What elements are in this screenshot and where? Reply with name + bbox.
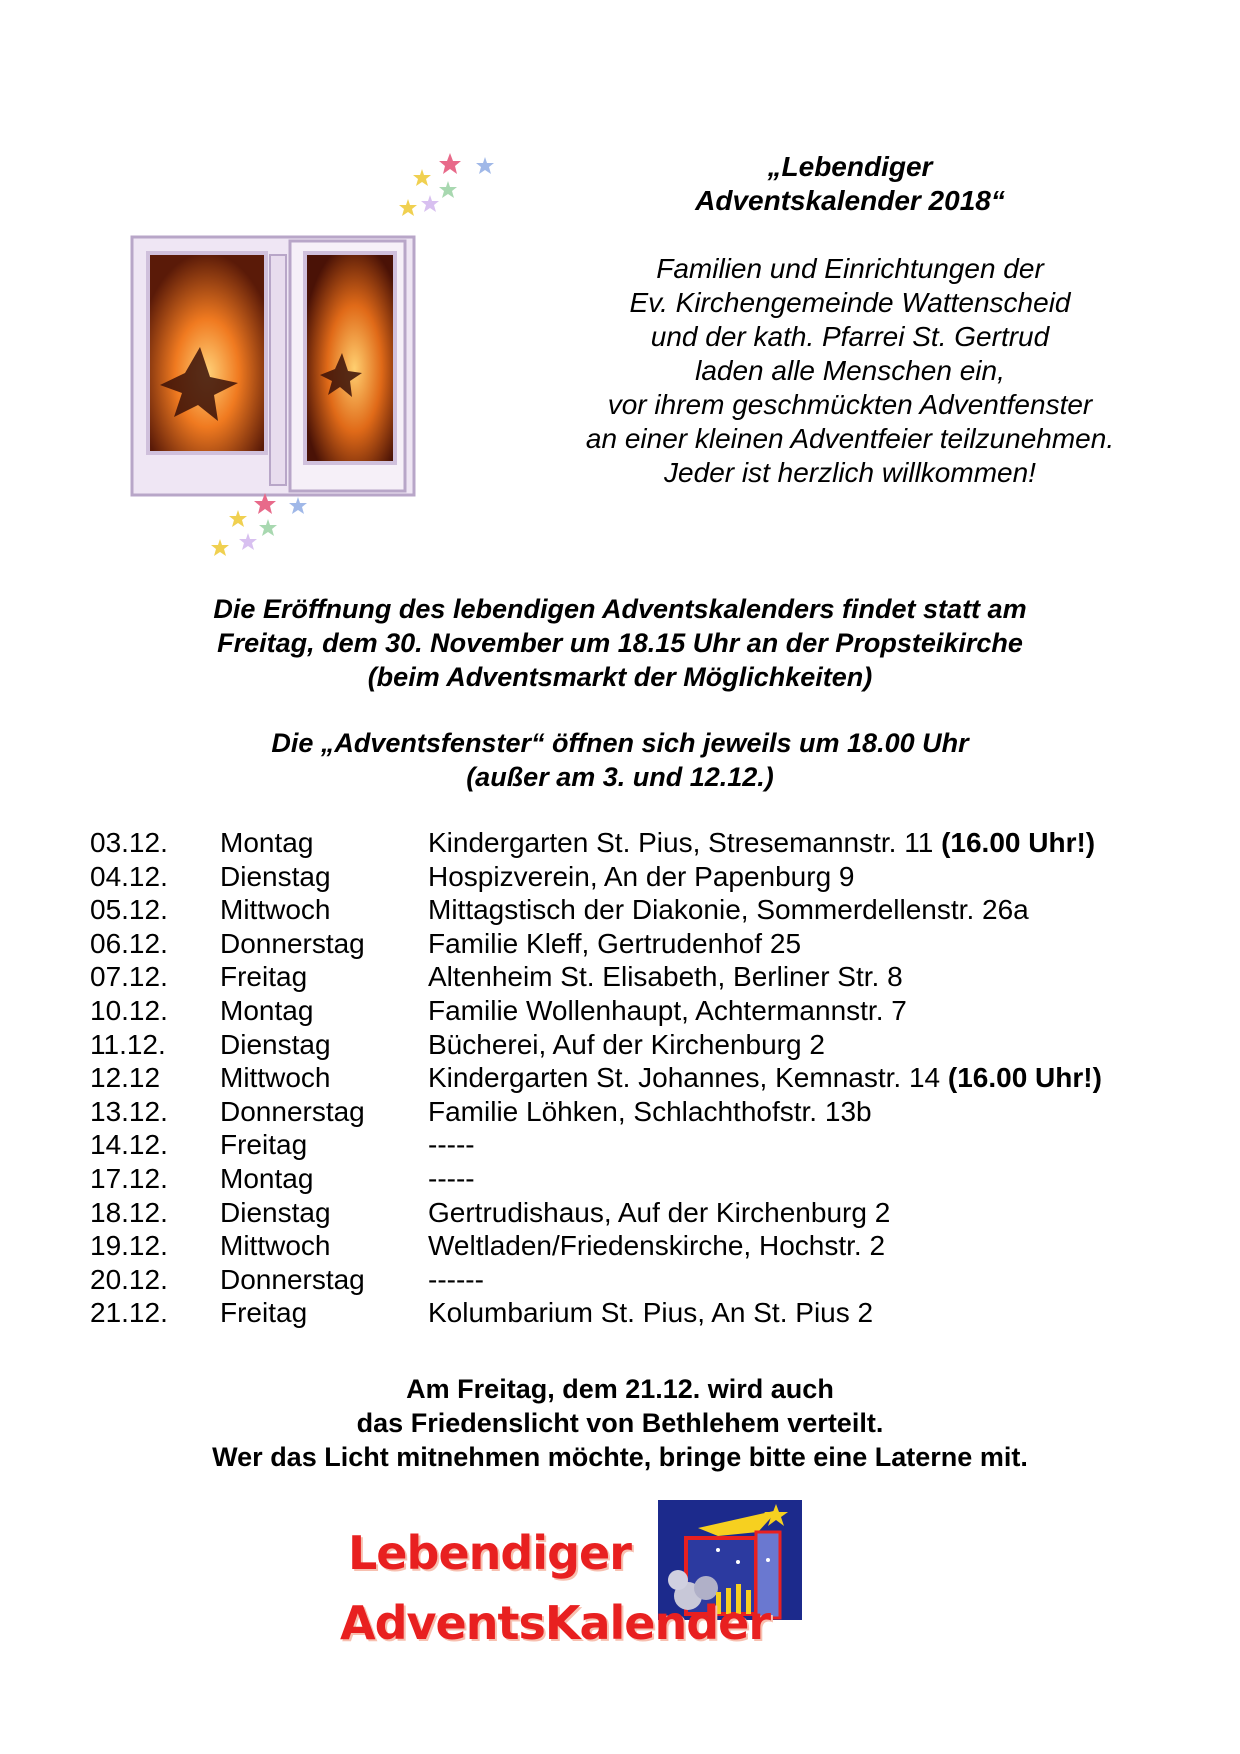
intro-block bbox=[560, 150, 1140, 490]
opening-line3: (beim Adventsmarkt der Möglichkeiten) bbox=[367, 662, 873, 692]
schedule-date: 11.12. bbox=[90, 1028, 166, 1060]
schedule-day: Dienstag bbox=[220, 860, 331, 892]
schedule-row bbox=[90, 1162, 1190, 1196]
logo-text-line2: AdventsKalender bbox=[340, 1596, 771, 1650]
schedule-place: Gertrudishaus, Auf der Kirchenburg 2 bbox=[428, 1196, 891, 1228]
schedule-place: Familie Kleff, Gertrudenhof 25 bbox=[428, 927, 802, 959]
schedule-row bbox=[90, 1229, 1190, 1263]
schedule-place: Familie Wollenhaupt, Achtermannstr. 7 bbox=[428, 994, 907, 1026]
schedule-date: 14.12. bbox=[90, 1129, 168, 1161]
schedule-day: Freitag bbox=[220, 1129, 308, 1161]
intro-title-line2: Adventskalender 2018“ bbox=[695, 185, 1005, 216]
schedule-list bbox=[90, 826, 1190, 1330]
schedule-day: Freitag bbox=[220, 1297, 308, 1329]
schedule-row bbox=[90, 1028, 1190, 1062]
stars-bottom-decoration bbox=[211, 493, 307, 556]
schedule-place: Hospizverein, An der Papenburg 9 bbox=[428, 860, 855, 892]
schedule-place: Altenheim St. Elisabeth, Berliner Str. 8 bbox=[428, 961, 903, 993]
schedule-row bbox=[90, 927, 1190, 961]
schedule-place: ------ bbox=[428, 1263, 484, 1295]
schedule-time-note: (16.00 Uhr!) bbox=[947, 1062, 1102, 1094]
schedule-row bbox=[90, 994, 1190, 1028]
schedule-row bbox=[90, 893, 1190, 927]
schedule-date: 20.12. bbox=[90, 1263, 168, 1295]
schedule-place: Kindergarten St. Johannes, Kemnastr. 14 (16.00 Uhr!) bbox=[428, 1062, 1102, 1094]
schedule-date: 12.12 bbox=[90, 1062, 161, 1094]
intro-title-line1: „Lebendiger bbox=[767, 151, 933, 182]
intro-line: vor ihrem geschmückten Adventfenster bbox=[607, 389, 1093, 420]
schedule-row bbox=[90, 1128, 1190, 1162]
logo-text-line1: Lebendiger bbox=[348, 1526, 631, 1580]
intro-line: laden alle Menschen ein, bbox=[695, 355, 1005, 386]
schedule-place: Kolumbarium St. Pius, An St. Pius 2 bbox=[428, 1297, 874, 1329]
schedule-date: 04.12. bbox=[90, 860, 168, 892]
footer-line1: Am Freitag, dem 21.12. wird auch bbox=[406, 1374, 834, 1404]
schedule-place: ----- bbox=[428, 1129, 475, 1161]
schedule-place: Familie Löhken, Schlachthofstr. 13b bbox=[428, 1095, 872, 1127]
opening-announcement bbox=[60, 592, 1180, 694]
schedule-date: 21.12. bbox=[90, 1297, 168, 1329]
schedule-date: 07.12. bbox=[90, 961, 168, 993]
schedule-place: Mittagstisch der Diakonie, Sommerdellenstr. 26a bbox=[428, 894, 1029, 926]
intro-line: Ev. Kirchengemeinde Wattenscheid bbox=[629, 287, 1071, 318]
schedule-date: 03.12. bbox=[90, 827, 168, 858]
footer-note bbox=[60, 1372, 1180, 1474]
schedule-day: Mittwoch bbox=[220, 1062, 331, 1094]
schedule-place: Kindergarten St. Pius, Stresemannstr. 11 (16.00 Uhr!) bbox=[428, 827, 1096, 858]
schedule-place: Bücherei, Auf der Kirchenburg 2 bbox=[428, 1028, 825, 1060]
windows-time-note bbox=[60, 726, 1180, 794]
schedule-place: ----- bbox=[428, 1162, 475, 1194]
schedule-row bbox=[90, 1296, 1190, 1330]
schedule-row bbox=[90, 1196, 1190, 1230]
schedule-row bbox=[90, 960, 1190, 994]
schedule-time-note: (16.00 Uhr!) bbox=[941, 827, 1096, 858]
schedule-date: 05.12. bbox=[90, 894, 168, 926]
schedule-day: Montag bbox=[220, 1162, 314, 1194]
windows-note-line1: Die „Adventsfenster“ öffnen sich jeweils um 18.00 Uhr bbox=[271, 728, 969, 758]
schedule-place: Weltladen/Friedenskirche, Hochstr. 2 bbox=[428, 1230, 886, 1262]
schedule-day: Mittwoch bbox=[220, 1230, 331, 1262]
schedule-day: Donnerstag bbox=[220, 927, 365, 959]
schedule-date: 19.12. bbox=[90, 1230, 168, 1262]
schedule-date: 13.12. bbox=[90, 1095, 168, 1127]
schedule-day: Montag bbox=[220, 827, 314, 858]
intro-line: Jeder ist herzlich willkommen! bbox=[664, 457, 1036, 488]
schedule-date: 17.12. bbox=[90, 1162, 168, 1194]
footer-line3: Wer das Licht mitnehmen möchte, bringe bitte eine Laterne mit. bbox=[212, 1442, 1028, 1472]
schedule-row bbox=[90, 1061, 1190, 1095]
opening-line1: Die Eröffnung des lebendigen Adventskalenders findet statt am bbox=[213, 594, 1027, 624]
schedule-row bbox=[90, 1263, 1190, 1297]
schedule-date: 10.12. bbox=[90, 994, 168, 1026]
schedule-row bbox=[90, 860, 1190, 894]
schedule-day: Dienstag bbox=[220, 1028, 331, 1060]
intro-line: und der kath. Pfarrei St. Gertrud bbox=[650, 321, 1050, 352]
schedule-date: 18.12. bbox=[90, 1196, 168, 1228]
stars-top-decoration bbox=[399, 153, 494, 216]
schedule-day: Mittwoch bbox=[220, 894, 331, 926]
schedule-date: 06.12. bbox=[90, 927, 168, 959]
schedule-day: Freitag bbox=[220, 961, 308, 993]
footer-line2: das Friedenslicht von Bethlehem verteilt. bbox=[356, 1408, 884, 1438]
schedule-day: Dienstag bbox=[220, 1196, 331, 1228]
windows-note-line2: (außer am 3. und 12.12.) bbox=[466, 762, 774, 792]
schedule-day: Donnerstag bbox=[220, 1095, 365, 1127]
schedule-row bbox=[90, 1095, 1190, 1129]
intro-line: Familien und Einrichtungen der bbox=[656, 253, 1044, 284]
schedule-row bbox=[90, 826, 1190, 860]
schedule-day: Montag bbox=[220, 994, 314, 1026]
intro-line: an einer kleinen Adventfeier teilzunehmen. bbox=[585, 423, 1115, 454]
advent-window-illustration bbox=[130, 145, 510, 565]
opening-line2: Freitag, dem 30. November um 18.15 Uhr an der Propsteikirche bbox=[217, 628, 1023, 658]
advent-calendar-logo bbox=[340, 1500, 820, 1660]
schedule-day: Donnerstag bbox=[220, 1263, 365, 1295]
